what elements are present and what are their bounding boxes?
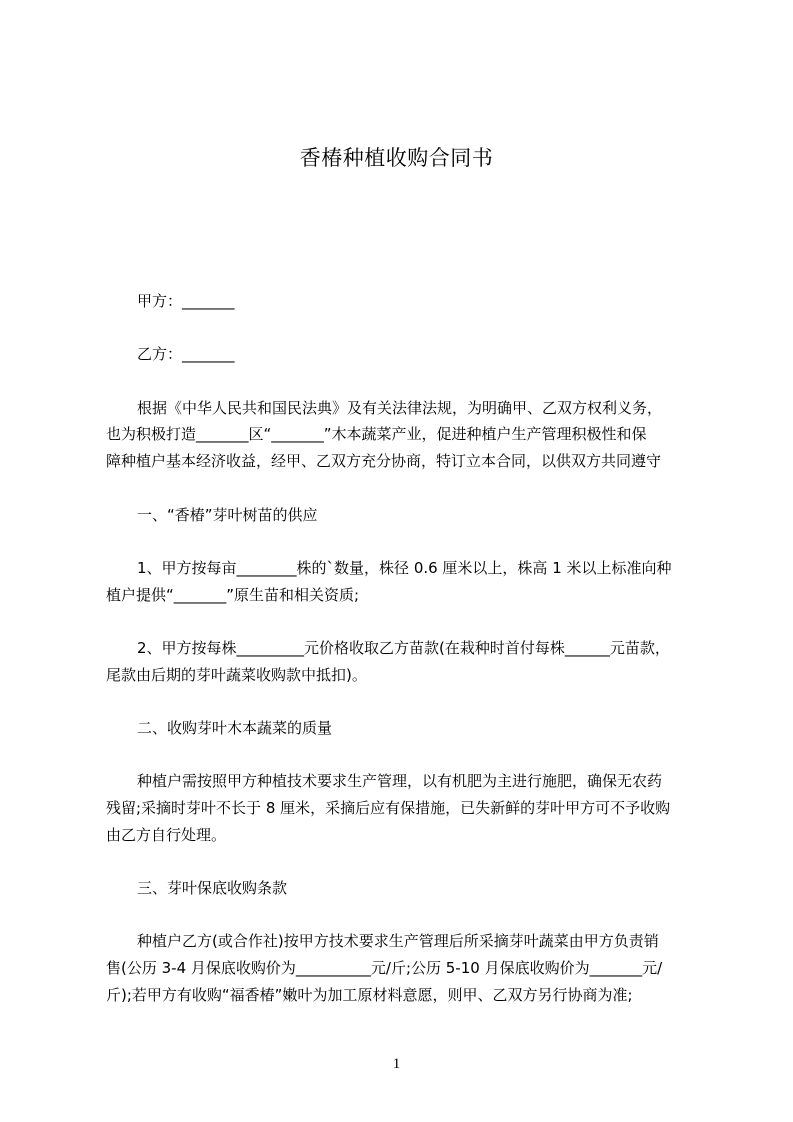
section1-item2-line-2: 尾款由后期的芽叶蔬菜收购款中抵扣)。: [106, 666, 367, 684]
section3-body-line-2: 售(公历 3-4 月保底收购价为__________元/斤;公历 5-10 月保底收购价为_______元/: [106, 959, 663, 977]
section1-item1-line-1: 1、甲方按每亩________株的`数量，株径 0.6 厘米以上，株高 1 米以上标准向种: [137, 559, 672, 577]
party-a-line: 甲方：_______: [137, 292, 235, 310]
page-number: 1: [392, 1056, 401, 1072]
preamble-line-3: 障种植户基本经济收益，经甲、乙双方充分协商，特订立本合同，以供双方共同遵守: [106, 452, 662, 470]
section3-body-line-1: 种植户乙方(或合作社)按甲方技术要求生产管理后所采摘芽叶蔬菜由甲方负责销: [137, 932, 659, 950]
preamble-line-2: 也为积极打造_______区“_______”木本蔬菜产业，促进种植户生产管理积极性和保: [106, 425, 647, 443]
section1-item1-line-2: 植户提供“_______”原生苗和相关资质;: [106, 586, 360, 604]
party-b-line: 乙方：_______: [137, 345, 235, 363]
document-title: 香椿种植收购合同书: [299, 146, 494, 170]
section2-heading: 二、收购芽叶木本蔬菜的质量: [137, 719, 333, 737]
section1-heading: 一、“香椿”芽叶树苗的供应: [137, 506, 318, 524]
section2-body-line-3: 由乙方自行处理。: [106, 826, 227, 844]
section1-item2-line-1: 2、甲方按每株_________元价格收取乙方苗款(在栽种时首付每株______元苗款，: [137, 639, 670, 657]
section3-heading: 三、芽叶保底收购条款: [137, 879, 288, 897]
preamble-line-1: 根据《中华人民共和国民法典》及有关法律法规，为明确甲、乙双方权利义务，: [137, 399, 663, 417]
section2-body-line-1: 种植户需按照甲方种植技术要求生产管理，以有机肥为主进行施肥，确保无农药: [137, 772, 663, 790]
section3-body-line-3: 斤);若甲方有收购“福香椿”嫩叶为加工原材料意愿，则甲、乙双方另行协商为准;: [106, 986, 633, 1004]
section2-body-line-2: 残留;采摘时芽叶不长于 8 厘米，采摘后应有保措施，已失新鲜的芽叶甲方可不予收购: [106, 799, 671, 817]
